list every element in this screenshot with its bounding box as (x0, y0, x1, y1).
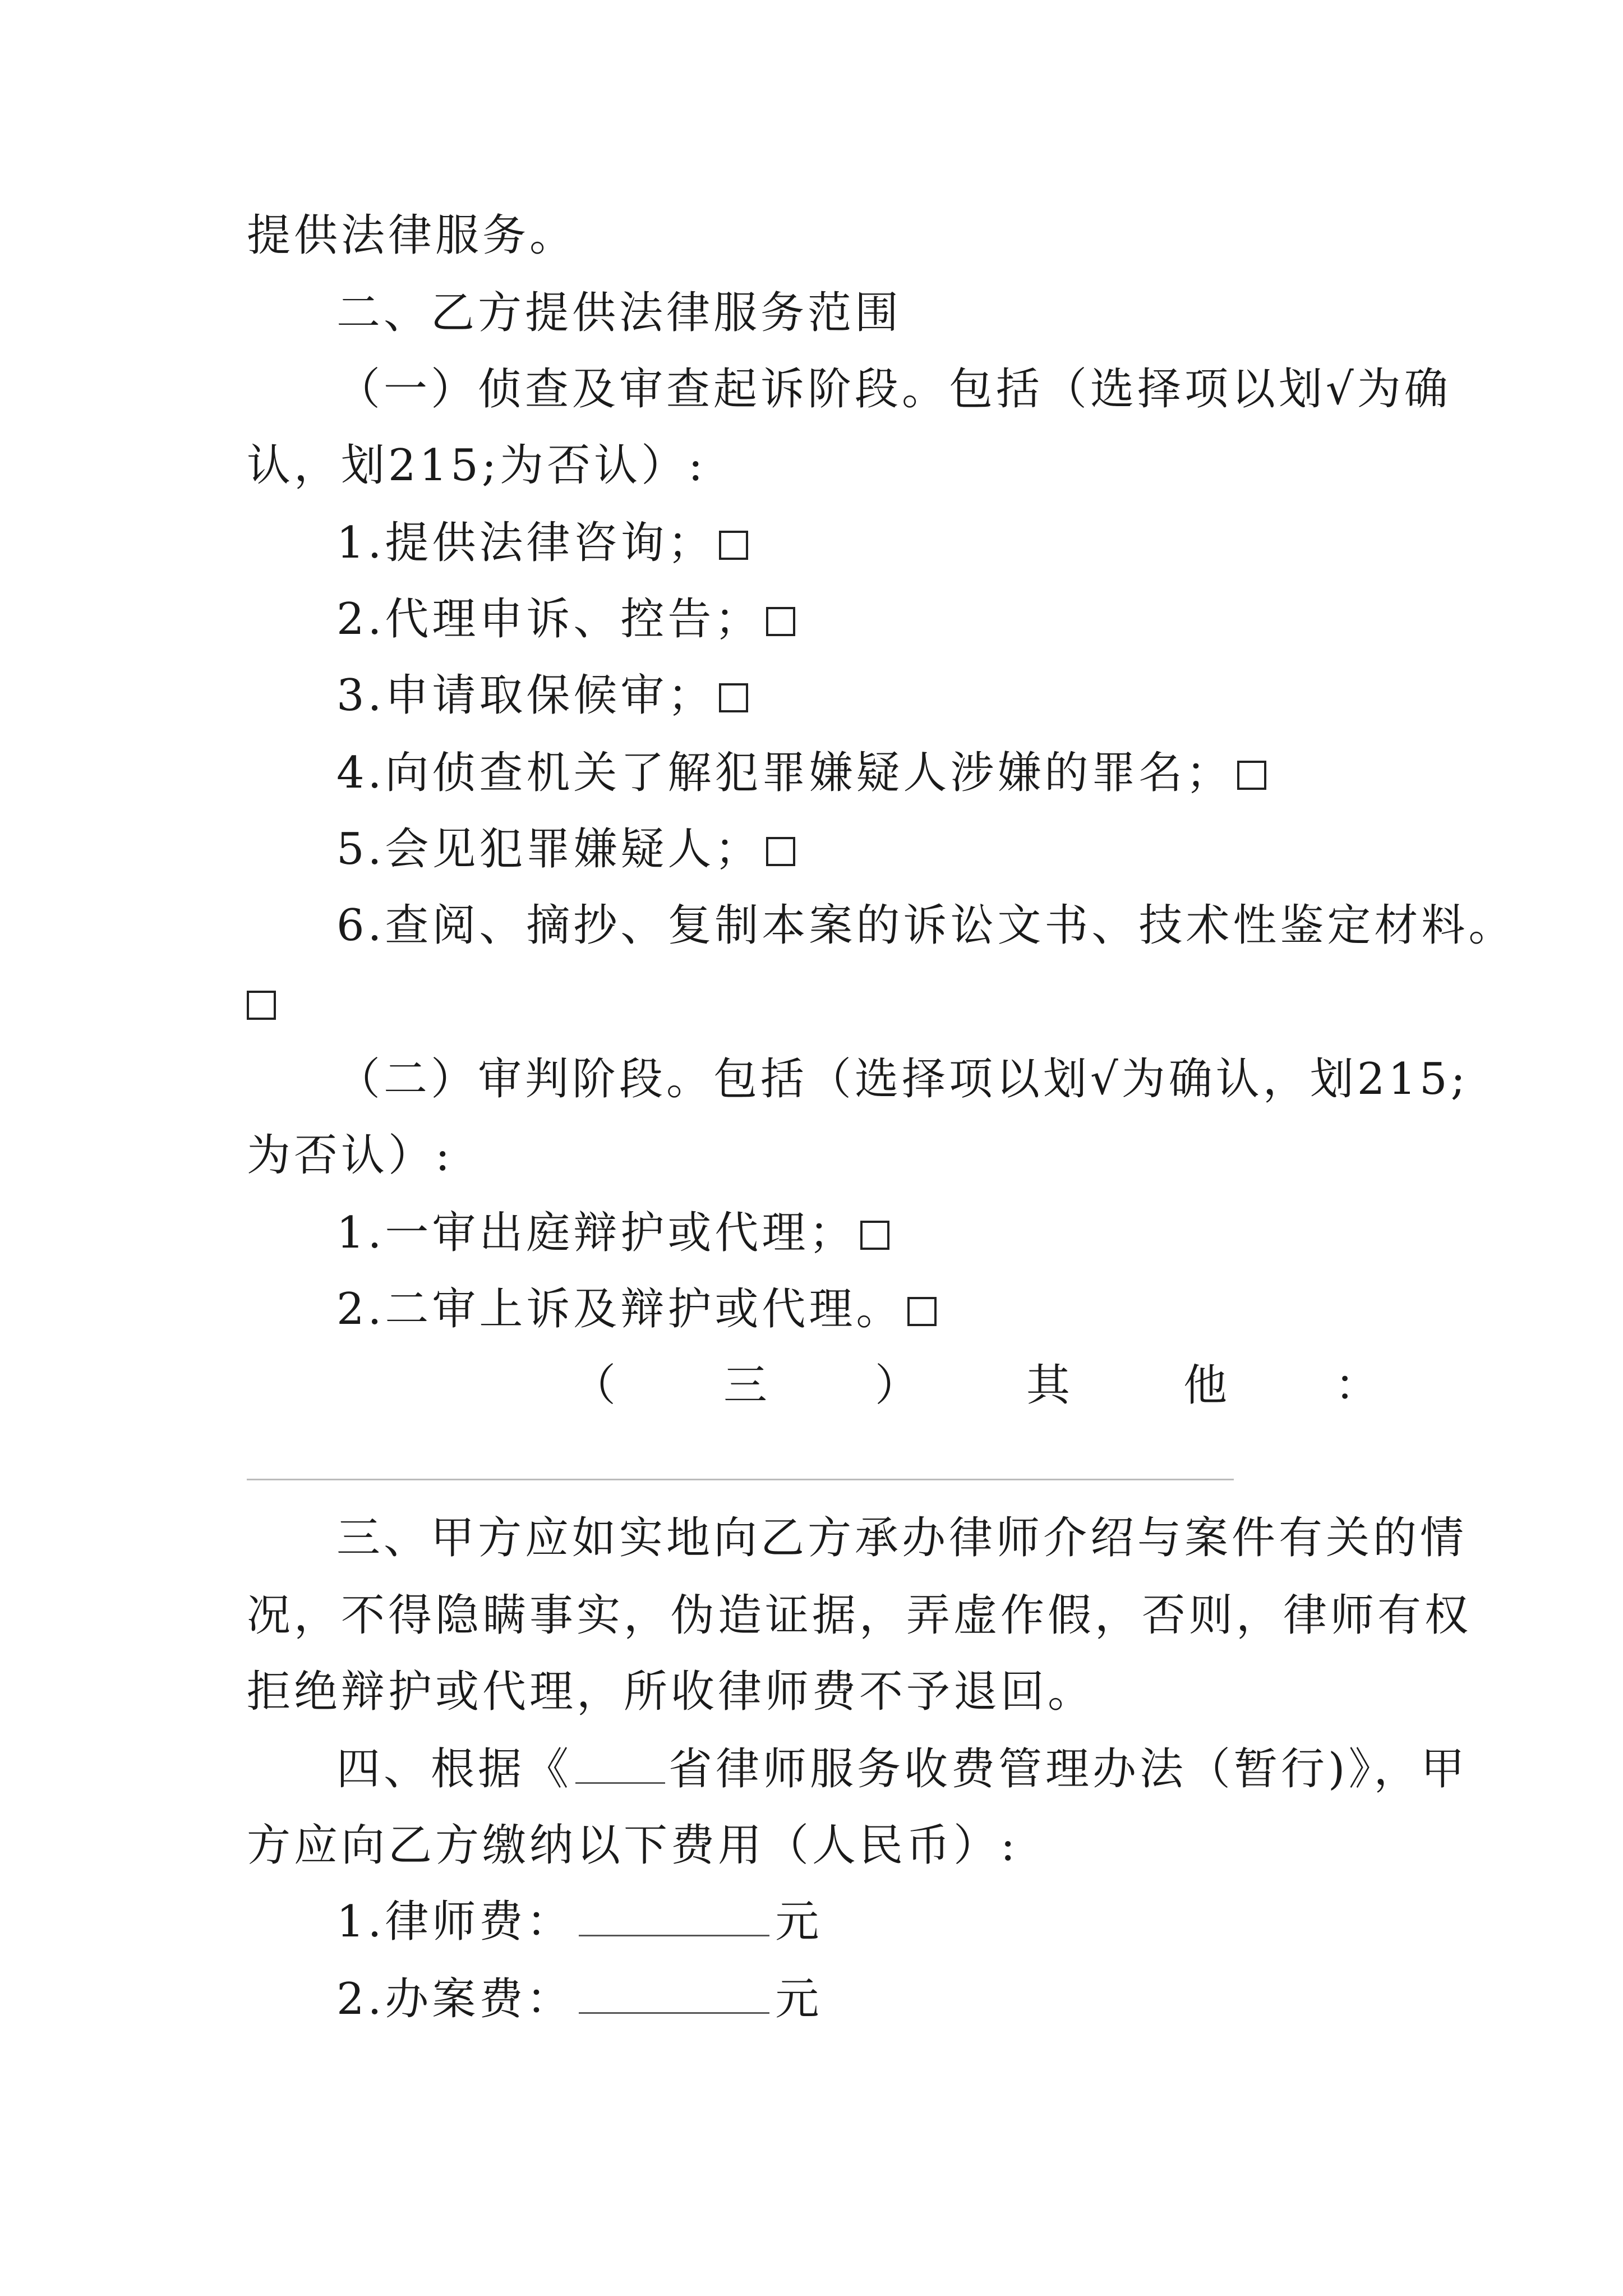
fee-amount-blank[interactable] (579, 1895, 769, 1936)
heading-char: ： (1335, 1360, 1379, 1411)
section-2-title: 二、乙方提供法律服务范围 (336, 288, 902, 338)
checklist-item (336, 1281, 937, 1337)
checklist-item (336, 898, 1515, 954)
checklist-item (336, 745, 1266, 801)
section-4-text-b: 省律师服务收费管理办法（暂行)》，甲 (668, 1744, 1468, 1795)
heading-char: 三 (723, 1360, 768, 1411)
fill-in-line[interactable] (247, 1479, 1234, 1480)
checklist-item (336, 591, 795, 647)
checklist-item-label: 1.一审出庭辩护或代理； (336, 1208, 856, 1258)
fee-unit: 元 (775, 1897, 823, 1947)
checklist-item (336, 515, 748, 571)
fee-row-lawyer (336, 1894, 822, 1950)
checkbox[interactable] (766, 837, 795, 866)
checklist-item-label: 2.二审上诉及辩护或代理。 (336, 1284, 903, 1335)
section-3-line-2: 况，不得隐瞒事实，伪造证据，弄虚作假，否则，律师有权 (247, 1590, 1472, 1641)
section-3-line-1: 三、甲方应如实地向乙方承办律师介绍与案件有关的情 (336, 1513, 1468, 1563)
checkbox[interactable] (247, 991, 276, 1020)
province-blank[interactable] (575, 1743, 665, 1784)
heading-char: ） (875, 1360, 919, 1411)
checklist-item-label: 5.会见犯罪嫌疑人； (336, 824, 762, 875)
subsection-1-line-2: 认，划215;为否认）: (247, 440, 707, 491)
intro-line: 提供法律服务。 (247, 210, 577, 261)
checkbox[interactable] (719, 683, 748, 712)
checklist-item-label: 1.提供法律咨询； (336, 518, 715, 568)
checklist-item-label: 2.代理申诉、控告； (336, 594, 762, 645)
checklist-item (336, 1205, 889, 1261)
section-4-text-a: 四、根据《 (336, 1744, 573, 1795)
fee-unit: 元 (775, 1974, 823, 2024)
subsection-2-line-2: 为否认）: (247, 1130, 454, 1181)
checklist-item (336, 821, 795, 877)
checklist-item (336, 668, 748, 724)
fee-label: 1.律师费： (336, 1897, 574, 1947)
heading-char: （ (572, 1360, 616, 1411)
section-4-line-2: 方应向乙方缴纳以下费用（人民币）: (247, 1820, 1019, 1871)
subsection-1-line-1: （一）侦查及审查起诉阶段。包括（选择项以划√为确 (336, 364, 1451, 415)
checklist-item-label: 6.查阅、摘抄、复制本案的诉讼文书、技术性鉴定材料。 (336, 900, 1516, 951)
subsection-2-line-1: （二）审判阶段。包括（选择项以划√为确认，划215; (336, 1054, 1469, 1105)
checklist-item-label: 3.申请取保候审； (336, 670, 715, 721)
checkbox[interactable] (719, 531, 748, 560)
checkbox[interactable] (860, 1221, 889, 1250)
checklist-item-continuation (247, 975, 276, 1031)
heading-char: 他 (1183, 1360, 1228, 1411)
section-4-line-1 (336, 1741, 1468, 1797)
checklist-item-label: 4.向侦查机关了解犯罪嫌疑人涉嫌的罪名； (336, 748, 1233, 798)
checkbox[interactable] (766, 607, 795, 636)
fee-label: 2.办案费： (336, 1974, 574, 2024)
section-3-line-3: 拒绝辩护或代理，所收律师费不予退回。 (247, 1667, 1095, 1717)
fee-row-case (336, 1971, 822, 2027)
heading-char: 其 (1026, 1360, 1071, 1411)
checkbox[interactable] (907, 1297, 937, 1326)
checkbox[interactable] (1237, 761, 1266, 790)
fee-amount-blank[interactable] (579, 1973, 769, 2014)
